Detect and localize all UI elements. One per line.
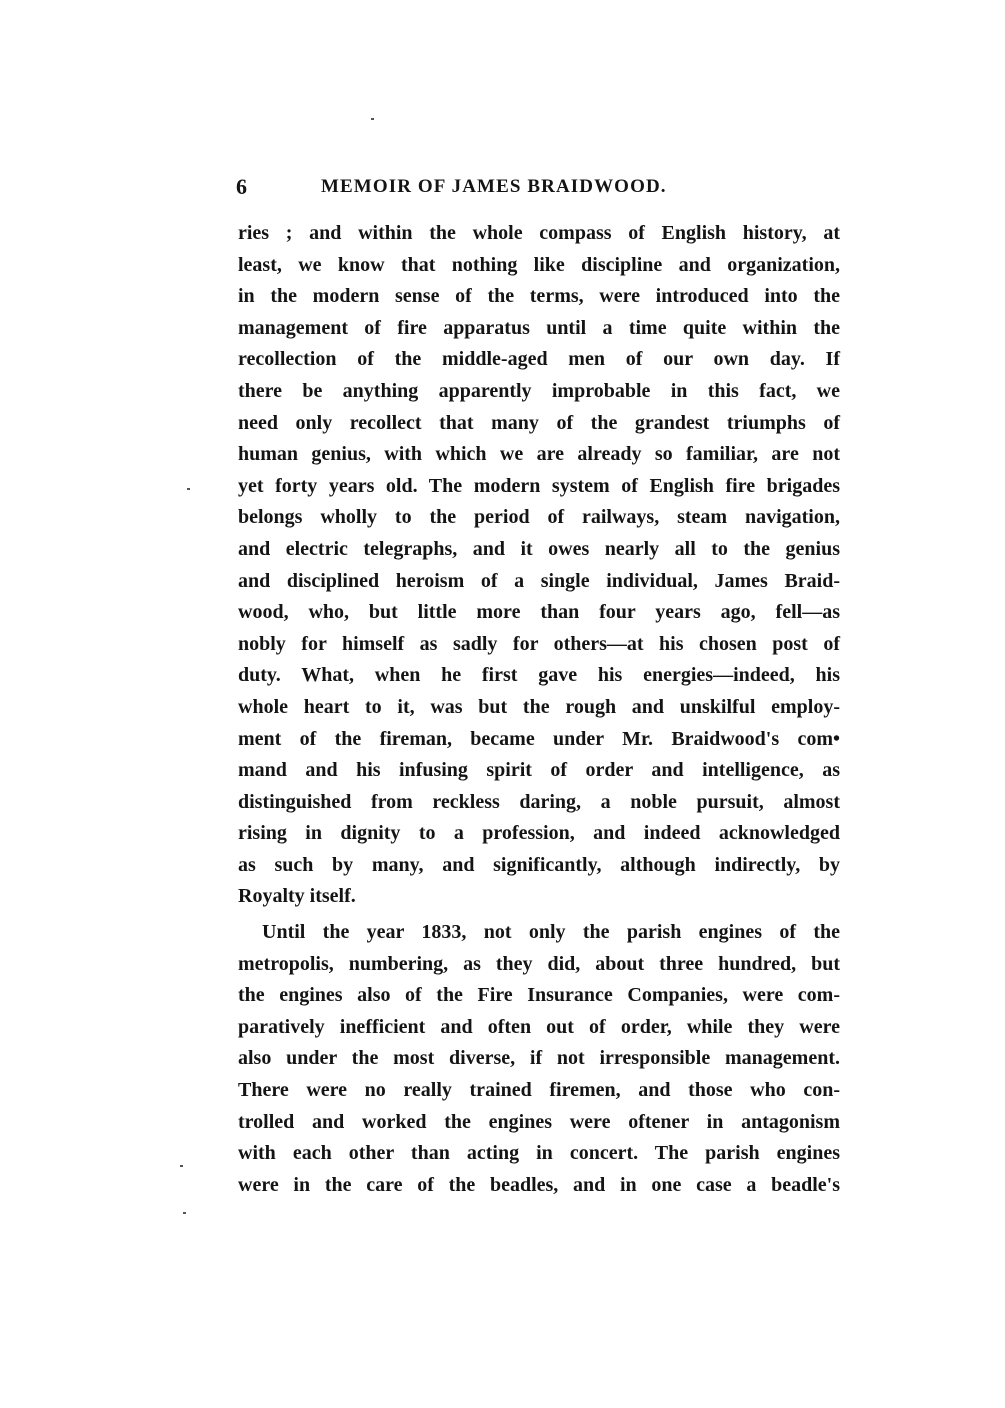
text-line: there be anything apparently improbable in this fact, we: [238, 379, 840, 402]
text-line: and electric telegraphs, and it owes nearly all to the genius: [238, 537, 840, 560]
text-line: need only recollect that many of the grandest triumphs of: [238, 411, 840, 434]
body-text: [238, 218, 840, 1201]
text-line: whole heart to it, was but the rough and unskilful employ-: [238, 695, 840, 718]
text-line: nobly for himself as sadly for others—at his chosen post of: [238, 632, 840, 655]
paragraph: [238, 218, 840, 913]
text-line: in the modern sense of the terms, were introduced into the: [238, 285, 840, 308]
text-line: yet forty years old. The modern system of English fire brigades: [238, 474, 840, 497]
scan-speck: [371, 118, 374, 120]
text-line: ment of the fireman, became under Mr. Braidwood's com•: [238, 727, 840, 750]
text-line: There were no really trained firemen, and those who con-: [238, 1079, 840, 1102]
text-line: mand and his infusing spirit of order and intelligence, as: [238, 759, 840, 782]
scan-speck: [183, 1212, 186, 1214]
text-line: belongs wholly to the period of railways, steam navigation,: [238, 506, 840, 529]
paragraph: [238, 917, 840, 1201]
text-line: as such by many, and significantly, although indirectly, by: [238, 853, 840, 876]
text-line: ries ; and within the whole compass of English history, at: [238, 222, 840, 244]
text-line: also under the most diverse, if not irresponsible management.: [238, 1047, 840, 1070]
text-line: Until the year 1833, not only the parish engines of the: [262, 921, 840, 944]
text-line: duty. What, when he first gave his energies—indeed, his: [238, 664, 840, 687]
text-line: metropolis, numbering, as they did, about three hundred, but: [238, 952, 840, 975]
text-line: with each other than acting in concert. The parish engines: [238, 1142, 840, 1165]
text-line: and disciplined heroism of a single individual, James Braid-: [238, 569, 840, 592]
text-line: recollection of the middle-aged men of our own day. If: [238, 348, 840, 371]
text-line: Royalty itself.: [238, 885, 356, 908]
page-number: 6: [236, 174, 247, 199]
text-line: least, we know that nothing like discipline and organization,: [238, 253, 840, 276]
running-title: MEMOIR OF JAMES BRAIDWOOD.: [321, 176, 667, 197]
text-line: human genius, with which we are already so familiar, are not: [238, 443, 840, 466]
page-header: [233, 172, 841, 202]
scan-speck: [180, 1165, 183, 1167]
scan-speck: [187, 488, 190, 490]
text-line: were in the care of the beadles, and in one case a beadle's: [238, 1173, 840, 1196]
text-line: wood, who, but little more than four years ago, fell—as: [238, 601, 840, 624]
text-line: rising in dignity to a profession, and indeed acknowledged: [238, 822, 840, 845]
text-line: management of fire apparatus until a time quite within the: [238, 316, 840, 339]
text-line: trolled and worked the engines were oftener in antagonism: [238, 1110, 840, 1133]
text-line: the engines also of the Fire Insurance Companies, were com-: [238, 984, 840, 1007]
text-line: distinguished from reckless daring, a noble pursuit, almost: [238, 790, 840, 813]
text-line: paratively inefficient and often out of order, while they were: [238, 1015, 840, 1038]
